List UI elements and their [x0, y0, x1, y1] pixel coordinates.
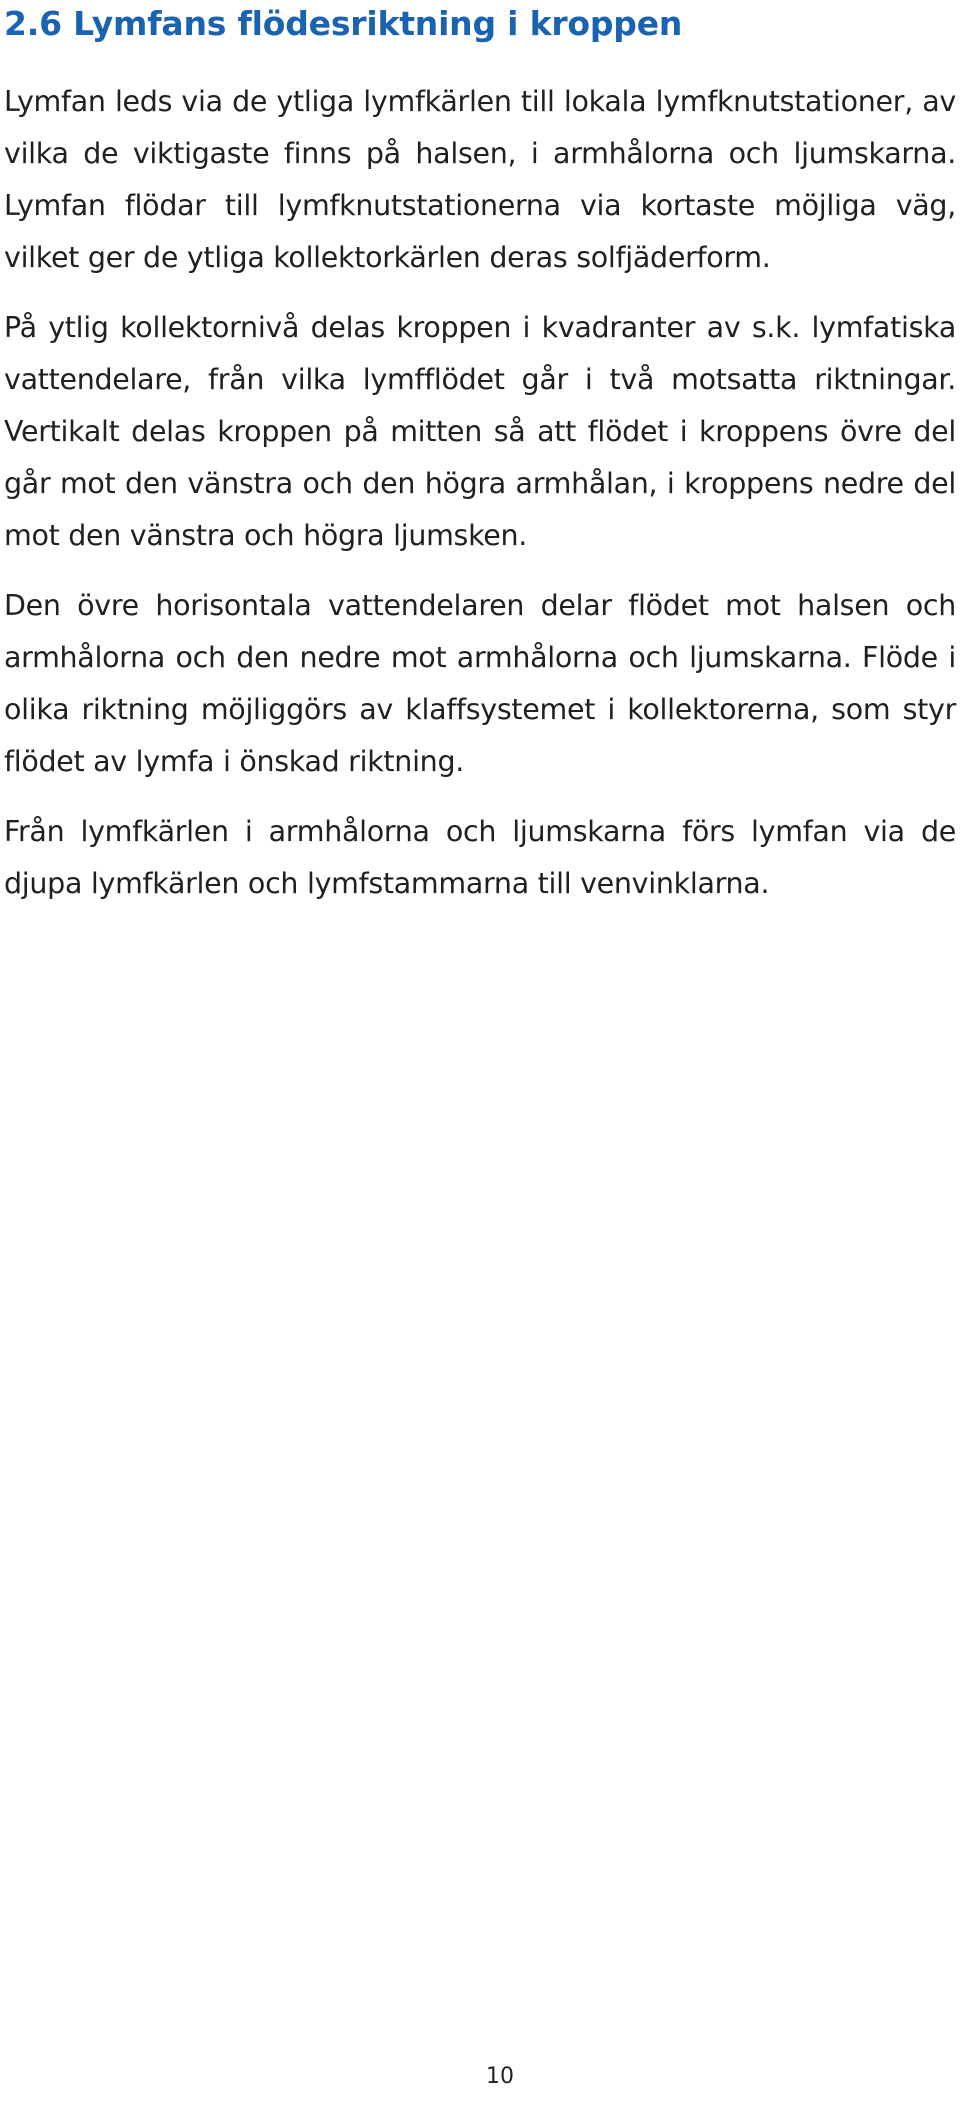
page-number: 10	[486, 2064, 514, 2089]
document-body	[4, 0, 956, 910]
section-heading: 2.6 Lymfans flödesriktning i kroppen	[4, 4, 683, 43]
paragraph-deep-vessels: Från lymfkärlen i armhålorna och ljumskarna förs lymfan via de djupa lymfkärlen och lymfstammarna till venvinklarna.	[4, 815, 956, 900]
paragraph-lymph-vessels: Lymfan leds via de ytliga lymfkärlen till lokala lymfknutstationer, av vilka de viktigaste finns på halsen, i armhålorna och ljumskarna. Lymfan flödar till lymfknutstationerna via kortaste möjliga väg, vilket ger de ytliga kollektorkärlen deras solfjäderform.	[4, 85, 956, 274]
paragraph-quadrants: På ytlig kollektornivå delas kroppen i kvadranter av s.k. lymfatiska vattendelare, från vilka lymfflödet går i två motsatta riktningar. Vertikalt delas kroppen på mitten så att flödet i kroppens övre del går mot den vänstra och den högra armhålan, i kroppens nedre del mot den vänstra och högra ljumsken.	[4, 311, 956, 552]
paragraph-watersheds: Den övre horisontala vattendelaren delar flödet mot halsen och armhålorna och den nedre mot armhålorna och ljumskarna. Flöde i olika riktning möjliggörs av klaffsystemet i kollektorerna, som styr flödet av lymfa i önskad riktning.	[4, 589, 956, 778]
